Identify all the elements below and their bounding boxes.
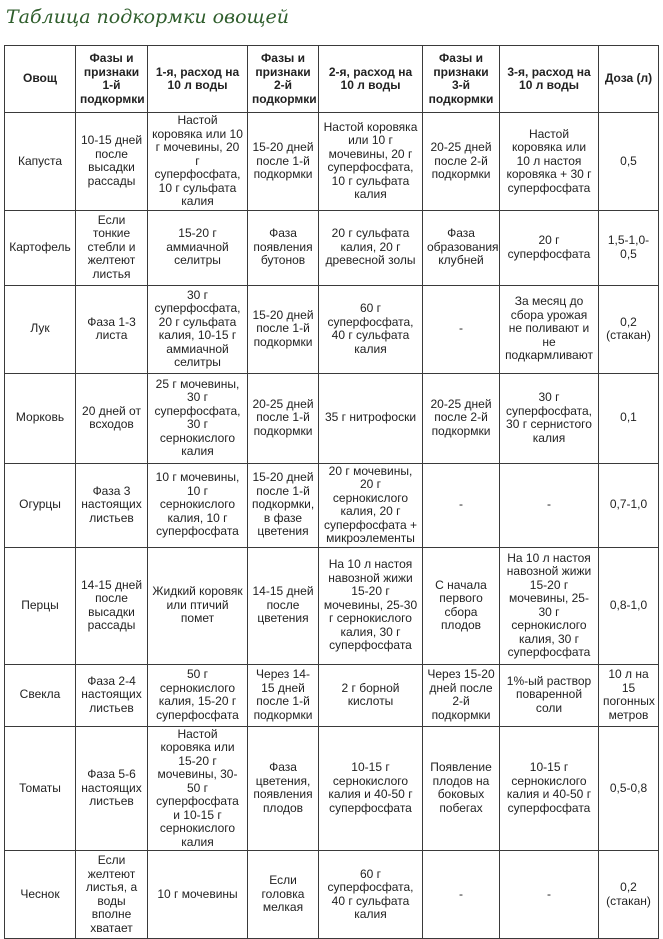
- table-cell: Фаза 1-3 листа: [76, 285, 148, 373]
- table-cell: 20 г сульфата калия, 20 г древесной золы: [319, 210, 423, 285]
- header-cell: 2-я, расход на 10 л воды: [319, 46, 423, 113]
- table-cell: Лук: [5, 285, 76, 373]
- table-cell: Если желтеют листья, а воды вполне хватает: [76, 851, 148, 939]
- header-cell: Доза (л): [599, 46, 659, 113]
- table-cell: Если тонкие стебли и желтеют листья: [76, 210, 148, 285]
- table-cell: Фаза 5-6 настоящих листьев: [76, 726, 148, 851]
- table-cell: 1,5-1,0-0,5: [599, 210, 659, 285]
- header-cell: Овощ: [5, 46, 76, 113]
- table-cell: 15-20 дней после 1-й подкормки, в фазе цветения: [248, 463, 319, 547]
- table-cell: 15-20 дней после 1-й подкормки: [248, 285, 319, 373]
- table-cell: Жидкий коровяк или птичий помет: [148, 547, 248, 664]
- table-row: [5, 547, 659, 664]
- table-cell: 14-15 дней после высадки рассады: [76, 547, 148, 664]
- table-cell: 0,8-1,0: [599, 547, 659, 664]
- header-cell: Фазы и признаки 2-й подкормки: [248, 46, 319, 113]
- table-cell: Настой коровяка или 10 г мочевины, 20 г суперфосфата, 10 г сульфата калия: [148, 113, 248, 211]
- header-cell: 3-я, расход на 10 л воды: [500, 46, 599, 113]
- table-cell: -: [423, 463, 500, 547]
- table-cell: 30 г суперфосфата, 30 г сернистого калия: [500, 373, 599, 463]
- table-cell: Настой коровяка или 15-20 г мочевины, 30-50 г суперфосфата и 10-15 г сернокислого калия: [148, 726, 248, 851]
- table-cell: Настой коровяка или 10 л настоя коровяка + 30 г суперфосфата: [500, 113, 599, 211]
- table-cell: За месяц до сбора урожая не поливают и не подкармливают: [500, 285, 599, 373]
- table-row: [5, 664, 659, 726]
- table-cell: 14-15 дней после цветения: [248, 547, 319, 664]
- table-cell: 20-25 дней после 1-й подкормки: [248, 373, 319, 463]
- table-row: [5, 851, 659, 939]
- table-cell: -: [423, 285, 500, 373]
- table-cell: 20-25 дней после 2-й подкормки: [423, 373, 500, 463]
- table-cell: Томаты: [5, 726, 76, 851]
- table-cell: С начала первого сбора плодов: [423, 547, 500, 664]
- table-row: [5, 373, 659, 463]
- table-cell: 20 г мочевины, 20 г сернокислого калия, 20 г суперфосфата + микроэлементы: [319, 463, 423, 547]
- table-cell: 50 г сернокислого калия, 15-20 г суперфосфата: [148, 664, 248, 726]
- table-cell: Фаза образования клубней: [423, 210, 500, 285]
- table-cell: Фаза 2-4 настоящих листьев: [76, 664, 148, 726]
- table-cell: 10-15 г сернокислого калия и 40-50 г суперфосфата: [319, 726, 423, 851]
- table-cell: 2 г борной кислоты: [319, 664, 423, 726]
- table-cell: Настой коровяка или 10 г мочевины, 20 г суперфосфата, 10 г сульфата калия: [319, 113, 423, 211]
- table-cell: 30 г суперфосфата, 20 г сульфата калия, 10-15 г аммиачной селитры: [148, 285, 248, 373]
- table-cell: Фаза появления бутонов: [248, 210, 319, 285]
- table-cell: Появление плодов на боковых побегах: [423, 726, 500, 851]
- table-row: [5, 113, 659, 211]
- table-cell: 20-25 дней после 2-й подкормки: [423, 113, 500, 211]
- table-cell: 60 г суперфосфата, 40 г сульфата калия: [319, 851, 423, 939]
- table-cell: 0,5-0,8: [599, 726, 659, 851]
- fertilizer-table: [4, 45, 659, 939]
- table-cell: -: [500, 851, 599, 939]
- table-cell: 60 г суперфосфата, 40 г сульфата калия: [319, 285, 423, 373]
- table-row: [5, 463, 659, 547]
- table-cell: Огурцы: [5, 463, 76, 547]
- table-cell: Свекла: [5, 664, 76, 726]
- header-cell: Фазы и признаки 1-й подкормки: [76, 46, 148, 113]
- table-cell: 20 г суперфосфата: [500, 210, 599, 285]
- table-cell: Морковь: [5, 373, 76, 463]
- table-cell: 0,1: [599, 373, 659, 463]
- table-cell: 35 г нитрофоски: [319, 373, 423, 463]
- table-cell: Через 14-15 дней после 1-й подкормки: [248, 664, 319, 726]
- table-cell: 20 дней от всходов: [76, 373, 148, 463]
- table-cell: 0,7-1,0: [599, 463, 659, 547]
- table-cell: 10-15 дней после высадки рассады: [76, 113, 148, 211]
- page-title: Таблица подкормки овощей: [6, 6, 290, 28]
- table-cell: 10-15 г сернокислого калия и 40-50 г суперфосфата: [500, 726, 599, 851]
- table-cell: 10 г мочевины: [148, 851, 248, 939]
- table-header-row: [5, 46, 659, 113]
- table-cell: Картофель: [5, 210, 76, 285]
- table-cell: Фаза цветения, появления плодов: [248, 726, 319, 851]
- table-row: [5, 726, 659, 851]
- table-row: [5, 285, 659, 373]
- header-cell: 1-я, расход на 10 л воды: [148, 46, 248, 113]
- table-cell: Капуста: [5, 113, 76, 211]
- table-cell: Если головка мелкая: [248, 851, 319, 939]
- table-cell: 0,5: [599, 113, 659, 211]
- header-cell: Фазы и признаки 3-й подкормки: [423, 46, 500, 113]
- table-cell: 1%-ый раствор поваренной соли: [500, 664, 599, 726]
- table-cell: -: [500, 463, 599, 547]
- table-cell: -: [423, 851, 500, 939]
- table-cell: Фаза 3 настоящих листьев: [76, 463, 148, 547]
- table-cell: На 10 л настоя навозной жижи 15-20 г мочевины, 25-30 г сернокислого калия, 30 г суперфосфата: [319, 547, 423, 664]
- table-row: [5, 210, 659, 285]
- table-cell: 15-20 г аммиачной селитры: [148, 210, 248, 285]
- table-cell: 0,2 (стакан): [599, 851, 659, 939]
- table-cell: 25 г мочевины, 30 г суперфосфата, 30 г сернокислого калия: [148, 373, 248, 463]
- table-cell: Чеснок: [5, 851, 76, 939]
- table-cell: 10 л на 15 погонных метров: [599, 664, 659, 726]
- table-cell: На 10 л настоя навозной жижи 15-20 г мочевины, 25-30 г сернокислого калия, 30 г суперфосфата: [500, 547, 599, 664]
- table-cell: 0,2 (стакан): [599, 285, 659, 373]
- table-cell: Перцы: [5, 547, 76, 664]
- table-cell: 10 г мочевины, 10 г сернокислого калия, 10 г суперфосфата: [148, 463, 248, 547]
- table-cell: Через 15-20 дней после 2-й подкормки: [423, 664, 500, 726]
- table-cell: 15-20 дней после 1-й подкормки: [248, 113, 319, 211]
